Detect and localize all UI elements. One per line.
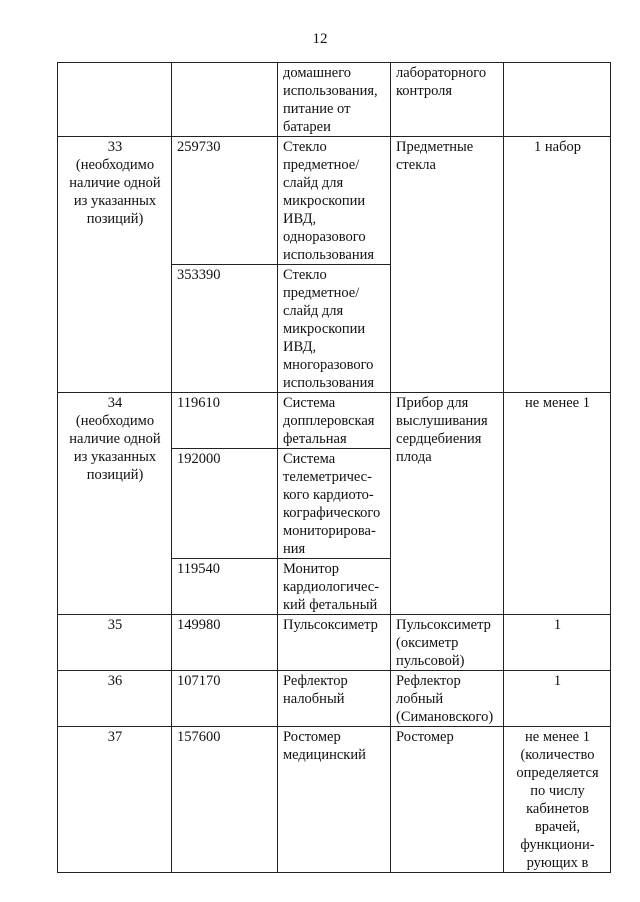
- name-cell: Система телеметричес- кого кардиото- кографического мониторирова- ния: [278, 449, 391, 559]
- type-cell: Рефлектор лобный (Симановского): [391, 671, 504, 727]
- name-cell: Ростомер медицинский: [278, 727, 391, 873]
- code-cell: 149980: [172, 615, 278, 671]
- equipment-table: [57, 62, 611, 873]
- item-number-cell: [58, 63, 172, 137]
- name-cell: домашнего использования, питание от батареи: [278, 63, 391, 137]
- table-row: [58, 393, 611, 449]
- table-row: [58, 671, 611, 727]
- type-cell: Пульсоксиметр (оксиметр пульсовой): [391, 615, 504, 671]
- item-number-cell: 36: [58, 671, 172, 727]
- table-row: [58, 615, 611, 671]
- code-cell: 259730: [172, 137, 278, 265]
- quantity-cell: не менее 1: [504, 393, 611, 615]
- name-cell: Рефлектор налобный: [278, 671, 391, 727]
- name-cell: Стекло предметное/ слайд для микроскопии ИВД, одноразового использования: [278, 137, 391, 265]
- item-number-cell: 33 (необходимо наличие одной из указанных позиций): [58, 137, 172, 393]
- item-number-cell: 35: [58, 615, 172, 671]
- quantity-cell: не менее 1 (количество определяется по числу кабинетов врачей, функциони- рующих в: [504, 727, 611, 873]
- table-row: [58, 727, 611, 873]
- quantity-cell: 1: [504, 615, 611, 671]
- name-cell: Система допплеровская фетальная: [278, 393, 391, 449]
- type-cell: лабораторного контроля: [391, 63, 504, 137]
- type-cell: Предметные стекла: [391, 137, 504, 393]
- name-cell: Стекло предметное/ слайд для микроскопии ИВД, многоразового использования: [278, 265, 391, 393]
- code-cell: 353390: [172, 265, 278, 393]
- name-cell: Монитор кардиологичес- кий фетальный: [278, 559, 391, 615]
- code-cell: 119610: [172, 393, 278, 449]
- quantity-cell: [504, 63, 611, 137]
- name-cell: Пульсоксиметр: [278, 615, 391, 671]
- code-cell: 119540: [172, 559, 278, 615]
- code-cell: 107170: [172, 671, 278, 727]
- item-number-cell: 37: [58, 727, 172, 873]
- type-cell: Ростомер: [391, 727, 504, 873]
- table-row: [58, 137, 611, 265]
- quantity-cell: 1 набор: [504, 137, 611, 393]
- table-row: [58, 63, 611, 137]
- code-cell: [172, 63, 278, 137]
- code-cell: 157600: [172, 727, 278, 873]
- code-cell: 192000: [172, 449, 278, 559]
- page-number: 12: [312, 31, 328, 47]
- quantity-cell: 1: [504, 671, 611, 727]
- type-cell: Прибор для выслушивания сердцебиения плода: [391, 393, 504, 615]
- item-number-cell: 34 (необходимо наличие одной из указанных позиций): [58, 393, 172, 615]
